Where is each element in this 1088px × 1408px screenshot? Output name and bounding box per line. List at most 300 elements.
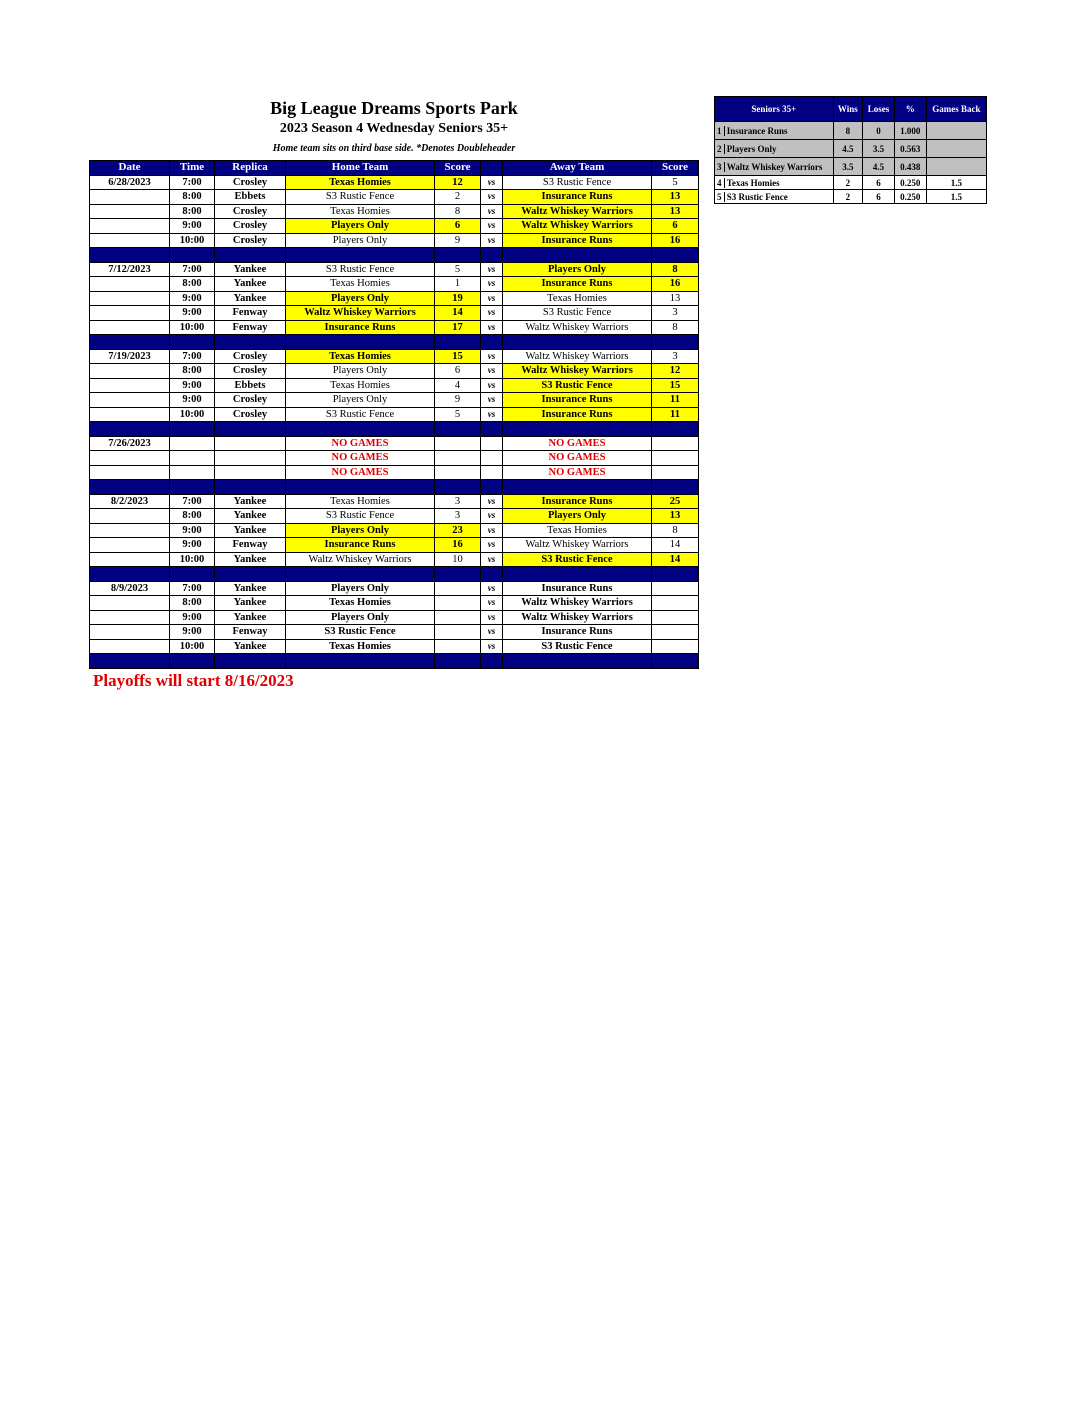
standings-games-back xyxy=(926,122,986,140)
week-separator-band xyxy=(90,654,699,669)
vs-cell: vs xyxy=(481,378,503,393)
column-header-replica: Replica xyxy=(215,161,286,176)
page-title: Big League Dreams Sports Park xyxy=(270,98,518,118)
game-date xyxy=(90,277,170,292)
vs-cell: vs xyxy=(481,538,503,553)
game-date xyxy=(90,364,170,379)
home-score-cell: 4 xyxy=(435,378,481,393)
game-time: 10:00 xyxy=(170,552,215,567)
vs-cell: vs xyxy=(481,581,503,596)
home-team-cell: Players Only xyxy=(286,291,435,306)
away-team-cell: Waltz Whiskey Warriors xyxy=(503,219,652,234)
game-time: 9:00 xyxy=(170,610,215,625)
standings-team-cell xyxy=(715,158,834,176)
standings-team-name: S3 Rustic Fence xyxy=(726,191,788,202)
standings-loses: 6 xyxy=(863,190,895,204)
home-team-cell: NO GAMES xyxy=(286,465,435,480)
standings-games-back: 1.5 xyxy=(926,176,986,190)
home-team-cell: S3 Rustic Fence xyxy=(286,625,435,640)
home-team-cell: Players Only xyxy=(286,523,435,538)
game-date xyxy=(90,596,170,611)
home-team-cell: S3 Rustic Fence xyxy=(286,262,435,277)
away-score-cell: 13 xyxy=(652,204,699,219)
game-replica: Fenway xyxy=(215,320,286,335)
band-cell xyxy=(481,480,503,495)
away-team-cell: Insurance Runs xyxy=(503,190,652,205)
game-date xyxy=(90,378,170,393)
band-cell xyxy=(652,480,699,495)
vs-cell: vs xyxy=(481,552,503,567)
game-date xyxy=(90,407,170,422)
vs-cell: vs xyxy=(481,349,503,364)
vs-cell: vs xyxy=(481,364,503,379)
schedule-row xyxy=(90,596,699,611)
game-replica: Crosley xyxy=(215,204,286,219)
away-team-cell: Waltz Whiskey Warriors xyxy=(503,538,652,553)
home-score-cell xyxy=(435,581,481,596)
game-replica: Yankee xyxy=(215,277,286,292)
game-replica xyxy=(215,465,286,480)
band-cell xyxy=(215,480,286,495)
game-date xyxy=(90,523,170,538)
schedule-table xyxy=(89,160,699,669)
standings-loses: 6 xyxy=(863,176,895,190)
schedule-row xyxy=(90,639,699,654)
standings-header-pct: % xyxy=(894,97,926,122)
rank-divider xyxy=(722,192,725,202)
standings-pct: 0.563 xyxy=(894,140,926,158)
band-cell xyxy=(481,422,503,437)
standings-team-cell xyxy=(715,190,834,204)
band-cell xyxy=(286,654,435,669)
home-score-cell: 1 xyxy=(435,277,481,292)
schedule-row xyxy=(90,552,699,567)
away-team-cell: Insurance Runs xyxy=(503,233,652,248)
vs-cell: vs xyxy=(481,639,503,654)
column-header-vs xyxy=(481,161,503,176)
week-separator-band xyxy=(90,422,699,437)
band-cell xyxy=(435,480,481,495)
schedule-row xyxy=(90,190,699,205)
vs-cell: vs xyxy=(481,262,503,277)
game-replica: Yankee xyxy=(215,262,286,277)
home-score-cell: 8 xyxy=(435,204,481,219)
home-score-cell: 6 xyxy=(435,364,481,379)
game-replica: Yankee xyxy=(215,581,286,596)
away-team-cell: S3 Rustic Fence xyxy=(503,378,652,393)
schedule-row xyxy=(90,523,699,538)
away-score-cell: 14 xyxy=(652,552,699,567)
schedule-row xyxy=(90,320,699,335)
game-replica: Yankee xyxy=(215,552,286,567)
away-score-cell xyxy=(652,625,699,640)
schedule-row xyxy=(90,306,699,321)
home-score-cell xyxy=(435,596,481,611)
band-cell xyxy=(170,335,215,350)
home-team-cell: Texas Homies xyxy=(286,378,435,393)
band-cell xyxy=(503,480,652,495)
band-cell xyxy=(481,248,503,263)
band-cell xyxy=(170,422,215,437)
game-replica: Ebbets xyxy=(215,190,286,205)
game-replica xyxy=(215,451,286,466)
standings-header-loses: Loses xyxy=(863,97,895,122)
home-team-cell: NO GAMES xyxy=(286,451,435,466)
away-team-cell: Waltz Whiskey Warriors xyxy=(503,596,652,611)
home-score-cell: 12 xyxy=(435,175,481,190)
away-score-cell: 11 xyxy=(652,407,699,422)
game-date: 7/26/2023 xyxy=(90,436,170,451)
game-date xyxy=(90,190,170,205)
schedule-row xyxy=(90,378,699,393)
away-score-cell: 16 xyxy=(652,277,699,292)
week-separator-band xyxy=(90,567,699,582)
band-cell xyxy=(215,422,286,437)
away-team-cell: S3 Rustic Fence xyxy=(503,175,652,190)
away-team-cell: Texas Homies xyxy=(503,523,652,538)
standings-games-back xyxy=(926,140,986,158)
standings-rank: 4 xyxy=(717,177,722,188)
band-cell xyxy=(286,480,435,495)
schedule-row xyxy=(90,451,699,466)
vs-cell: vs xyxy=(481,175,503,190)
schedule-row xyxy=(90,291,699,306)
home-score-cell xyxy=(435,625,481,640)
game-replica: Yankee xyxy=(215,509,286,524)
band-cell xyxy=(170,654,215,669)
away-score-cell: 13 xyxy=(652,190,699,205)
standings-header-wins: Wins xyxy=(833,97,863,122)
standings-row xyxy=(715,140,987,158)
column-header-home-score: Score xyxy=(435,161,481,176)
band-cell xyxy=(90,422,170,437)
band-cell xyxy=(481,567,503,582)
band-cell xyxy=(90,567,170,582)
home-score-cell: 9 xyxy=(435,393,481,408)
band-cell xyxy=(652,654,699,669)
schedule-row xyxy=(90,262,699,277)
away-team-cell: NO GAMES xyxy=(503,451,652,466)
game-time: 8:00 xyxy=(170,190,215,205)
band-cell xyxy=(652,335,699,350)
band-cell xyxy=(435,248,481,263)
home-team-cell: S3 Rustic Fence xyxy=(286,509,435,524)
band-cell xyxy=(435,654,481,669)
game-time: 9:00 xyxy=(170,523,215,538)
game-time: 7:00 xyxy=(170,349,215,364)
game-date xyxy=(90,552,170,567)
away-score-cell: 8 xyxy=(652,320,699,335)
game-time: 10:00 xyxy=(170,320,215,335)
game-replica: Crosley xyxy=(215,219,286,234)
vs-cell: vs xyxy=(481,625,503,640)
away-team-cell: Insurance Runs xyxy=(503,494,652,509)
home-score-cell: 3 xyxy=(435,509,481,524)
away-team-cell: Insurance Runs xyxy=(503,581,652,596)
home-score-cell xyxy=(435,610,481,625)
game-date xyxy=(90,509,170,524)
game-replica: Fenway xyxy=(215,306,286,321)
vs-cell: vs xyxy=(481,509,503,524)
standings-table xyxy=(714,96,987,204)
home-score-cell: 17 xyxy=(435,320,481,335)
home-score-cell: 6 xyxy=(435,219,481,234)
game-date xyxy=(90,204,170,219)
away-score-cell: 11 xyxy=(652,393,699,408)
away-team-cell: Waltz Whiskey Warriors xyxy=(503,364,652,379)
game-time: 9:00 xyxy=(170,219,215,234)
standings-body xyxy=(715,122,987,204)
away-team-cell: Waltz Whiskey Warriors xyxy=(503,320,652,335)
standings-wins: 3.5 xyxy=(833,158,863,176)
vs-cell: vs xyxy=(481,190,503,205)
standings-team-name: Waltz Whiskey Warriors xyxy=(726,161,823,172)
away-score-cell: 16 xyxy=(652,233,699,248)
away-score-cell: 13 xyxy=(652,509,699,524)
away-team-cell: Insurance Runs xyxy=(503,393,652,408)
game-replica: Fenway xyxy=(215,625,286,640)
band-cell xyxy=(90,248,170,263)
standings-rank: 3 xyxy=(717,161,722,172)
standings-wins: 2 xyxy=(833,190,863,204)
away-score-cell xyxy=(652,610,699,625)
band-cell xyxy=(170,248,215,263)
band-cell xyxy=(481,654,503,669)
home-score-cell xyxy=(435,639,481,654)
away-score-cell xyxy=(652,436,699,451)
game-date: 8/9/2023 xyxy=(90,581,170,596)
band-cell xyxy=(286,248,435,263)
home-team-cell: Insurance Runs xyxy=(286,538,435,553)
game-time: 7:00 xyxy=(170,581,215,596)
home-score-cell: 16 xyxy=(435,538,481,553)
away-score-cell: 8 xyxy=(652,523,699,538)
away-team-cell: Insurance Runs xyxy=(503,407,652,422)
schedule-row xyxy=(90,407,699,422)
column-header-date: Date xyxy=(90,161,170,176)
away-score-cell: 25 xyxy=(652,494,699,509)
schedule-row xyxy=(90,233,699,248)
away-score-cell: 14 xyxy=(652,538,699,553)
home-score-cell: 9 xyxy=(435,233,481,248)
standings-wins: 2 xyxy=(833,176,863,190)
home-score-cell: 15 xyxy=(435,349,481,364)
standings-rank: 5 xyxy=(717,191,722,202)
game-date xyxy=(90,538,170,553)
home-team-cell: Texas Homies xyxy=(286,596,435,611)
standings-loses: 3.5 xyxy=(863,140,895,158)
game-replica: Ebbets xyxy=(215,378,286,393)
band-cell xyxy=(215,248,286,263)
band-cell xyxy=(652,422,699,437)
home-team-cell: Players Only xyxy=(286,219,435,234)
home-score-cell xyxy=(435,465,481,480)
away-team-cell: S3 Rustic Fence xyxy=(503,306,652,321)
band-cell xyxy=(435,422,481,437)
band-cell xyxy=(652,567,699,582)
page-subtitle: 2023 Season 4 Wednesday Seniors 35+ xyxy=(279,121,509,136)
schedule-row xyxy=(90,204,699,219)
away-score-cell xyxy=(652,465,699,480)
schedule-body xyxy=(90,175,699,668)
game-replica: Crosley xyxy=(215,407,286,422)
vs-cell: vs xyxy=(481,393,503,408)
game-time: 9:00 xyxy=(170,306,215,321)
schedule-row xyxy=(90,277,699,292)
home-score-cell: 10 xyxy=(435,552,481,567)
standings-team-name: Texas Homies xyxy=(726,177,780,188)
home-score-cell: 5 xyxy=(435,407,481,422)
away-score-cell xyxy=(652,581,699,596)
schedule-header-row xyxy=(90,161,699,176)
game-replica: Yankee xyxy=(215,639,286,654)
away-score-cell: 8 xyxy=(652,262,699,277)
game-replica: Yankee xyxy=(215,494,286,509)
band-cell xyxy=(90,335,170,350)
standings-team-cell xyxy=(715,140,834,158)
away-team-cell: Players Only xyxy=(503,509,652,524)
home-score-cell xyxy=(435,436,481,451)
game-replica: Yankee xyxy=(215,523,286,538)
away-score-cell xyxy=(652,451,699,466)
standings-team-cell xyxy=(715,122,834,140)
away-team-cell: S3 Rustic Fence xyxy=(503,639,652,654)
home-team-cell: Waltz Whiskey Warriors xyxy=(286,552,435,567)
home-score-cell xyxy=(435,451,481,466)
week-separator-band xyxy=(90,248,699,263)
band-cell xyxy=(170,567,215,582)
schedule-row xyxy=(90,465,699,480)
home-team-cell: Players Only xyxy=(286,581,435,596)
schedule-row xyxy=(90,436,699,451)
away-score-cell: 3 xyxy=(652,349,699,364)
schedule-row xyxy=(90,393,699,408)
game-time: 7:00 xyxy=(170,262,215,277)
band-cell xyxy=(170,480,215,495)
game-date xyxy=(90,465,170,480)
standings-rank: 2 xyxy=(717,143,722,154)
away-score-cell: 5 xyxy=(652,175,699,190)
home-team-cell: Texas Homies xyxy=(286,494,435,509)
standings-loses: 4.5 xyxy=(863,158,895,176)
game-time: 8:00 xyxy=(170,596,215,611)
game-replica: Crosley xyxy=(215,393,286,408)
game-replica: Crosley xyxy=(215,175,286,190)
schedule-row xyxy=(90,625,699,640)
column-header-time: Time xyxy=(170,161,215,176)
band-cell xyxy=(503,422,652,437)
home-team-cell: Texas Homies xyxy=(286,639,435,654)
home-score-cell: 2 xyxy=(435,190,481,205)
game-replica: Crosley xyxy=(215,349,286,364)
standings-pct: 1.000 xyxy=(894,122,926,140)
standings-games-back xyxy=(926,158,986,176)
band-cell xyxy=(286,567,435,582)
schedule-row xyxy=(90,175,699,190)
column-header-home-team: Home Team xyxy=(286,161,435,176)
game-replica: Yankee xyxy=(215,610,286,625)
game-time: 9:00 xyxy=(170,538,215,553)
game-time: 9:00 xyxy=(170,393,215,408)
game-date xyxy=(90,610,170,625)
schedule-row xyxy=(90,538,699,553)
game-date xyxy=(90,291,170,306)
standings-pct: 0.250 xyxy=(894,176,926,190)
away-team-cell: Waltz Whiskey Warriors xyxy=(503,610,652,625)
game-replica: Crosley xyxy=(215,233,286,248)
standings-header-division: Seniors 35+ xyxy=(715,97,834,122)
game-date: 7/12/2023 xyxy=(90,262,170,277)
game-date xyxy=(90,306,170,321)
vs-cell: vs xyxy=(481,523,503,538)
standings-row xyxy=(715,190,987,204)
away-team-cell: NO GAMES xyxy=(503,465,652,480)
schedule-row xyxy=(90,581,699,596)
standings-wins: 4.5 xyxy=(833,140,863,158)
rank-divider xyxy=(722,178,725,188)
standings-team-name: Insurance Runs xyxy=(726,125,788,136)
game-time xyxy=(170,465,215,480)
band-cell xyxy=(286,422,435,437)
home-team-cell: Players Only xyxy=(286,393,435,408)
column-header-away-score: Score xyxy=(652,161,699,176)
band-cell xyxy=(215,654,286,669)
schedule-row xyxy=(90,509,699,524)
vs-cell: vs xyxy=(481,219,503,234)
home-team-cell: Waltz Whiskey Warriors xyxy=(286,306,435,321)
game-time: 9:00 xyxy=(170,291,215,306)
home-team-cell: Texas Homies xyxy=(286,349,435,364)
week-separator-band xyxy=(90,335,699,350)
standings-wins: 8 xyxy=(833,122,863,140)
standings-pct: 0.250 xyxy=(894,190,926,204)
away-score-cell: 6 xyxy=(652,219,699,234)
standings-loses: 0 xyxy=(863,122,895,140)
game-date xyxy=(90,639,170,654)
standings-rank: 1 xyxy=(717,125,722,136)
schedule-row xyxy=(90,494,699,509)
band-cell xyxy=(286,335,435,350)
away-team-cell: NO GAMES xyxy=(503,436,652,451)
band-cell xyxy=(215,567,286,582)
standings-team-cell xyxy=(715,176,834,190)
vs-cell: vs xyxy=(481,407,503,422)
game-date: 7/19/2023 xyxy=(90,349,170,364)
away-team-cell: Texas Homies xyxy=(503,291,652,306)
game-time: 8:00 xyxy=(170,204,215,219)
standings-team-name: Players Only xyxy=(726,143,777,154)
standings-games-back: 1.5 xyxy=(926,190,986,204)
standings-pct: 0.438 xyxy=(894,158,926,176)
home-team-note: Home team sits on third base side. *Denotes Doubleheader xyxy=(272,143,516,154)
standings-row xyxy=(715,122,987,140)
vs-cell: vs xyxy=(481,320,503,335)
game-time: 9:00 xyxy=(170,625,215,640)
game-date xyxy=(90,320,170,335)
week-separator-band xyxy=(90,480,699,495)
home-team-cell: Texas Homies xyxy=(286,204,435,219)
schedule-row xyxy=(90,364,699,379)
away-team-cell: Insurance Runs xyxy=(503,277,652,292)
game-date: 6/28/2023 xyxy=(90,175,170,190)
away-team-cell: Waltz Whiskey Warriors xyxy=(503,349,652,364)
home-score-cell: 19 xyxy=(435,291,481,306)
band-cell xyxy=(503,567,652,582)
game-date: 8/2/2023 xyxy=(90,494,170,509)
away-score-cell xyxy=(652,639,699,654)
game-date xyxy=(90,393,170,408)
home-team-cell: Texas Homies xyxy=(286,175,435,190)
